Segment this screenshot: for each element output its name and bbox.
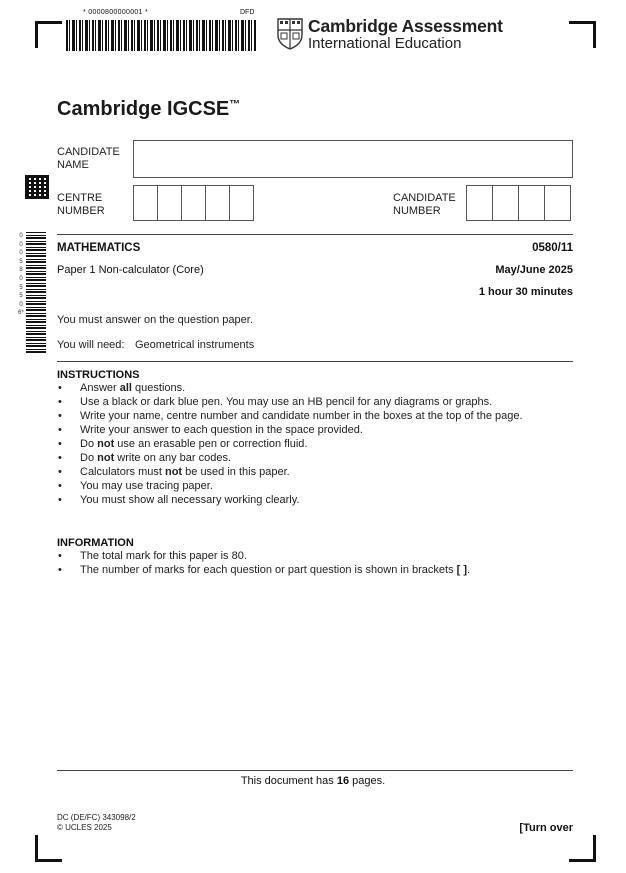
- list-item: [57, 437, 523, 451]
- item-text-end: use an erasable pen or correction fluid.: [114, 438, 308, 450]
- barcode-code: DFD: [240, 9, 255, 16]
- information-heading: INFORMATION: [57, 537, 134, 549]
- cambridge-shield-icon: [277, 18, 303, 50]
- instructions-section: [57, 369, 523, 507]
- centre-number-label-line1: CENTRE: [57, 192, 103, 204]
- copyright-text: © UCLES 2025: [57, 823, 112, 832]
- item-text: You may use tracing paper.: [80, 480, 213, 492]
- candidate-number-field[interactable]: [467, 185, 571, 221]
- title-text: Cambridge IGCSE: [57, 98, 230, 120]
- list-item: [57, 549, 470, 563]
- divider: [57, 770, 573, 771]
- divider: [57, 361, 573, 362]
- list-item: [57, 563, 470, 577]
- corner-mark-top-left: [35, 21, 62, 48]
- page-count-note: [0, 775, 626, 787]
- you-will-need-label: You will need:: [57, 339, 125, 351]
- information-list: [57, 549, 470, 577]
- list-item: [57, 409, 523, 423]
- instructions-list: [57, 381, 523, 507]
- item-emphasis: not: [97, 438, 115, 450]
- side-barcode-code: 0005805506*: [18, 233, 24, 317]
- centre-number-cell[interactable]: [157, 185, 182, 221]
- barcode-image: [66, 20, 256, 51]
- trademark-symbol: ™: [229, 98, 241, 111]
- candidate-number-cell[interactable]: [492, 185, 519, 221]
- document-code: [57, 813, 136, 833]
- candidate-number-cell[interactable]: [544, 185, 571, 221]
- item-text-end: be used in this paper.: [182, 466, 290, 478]
- barcode-number: * 0000800000001 *: [83, 9, 149, 16]
- candidate-name-label: [57, 146, 120, 172]
- list-item: [57, 423, 523, 437]
- item-text: The number of marks for each question or part question is shown in brackets: [80, 564, 457, 576]
- candidate-name-field[interactable]: [133, 140, 573, 178]
- candidate-number-cell[interactable]: [518, 185, 545, 221]
- candidate-number-label: [393, 192, 456, 218]
- syllabus-code: 0580/11: [532, 242, 573, 254]
- candidate-name-label-line2: NAME: [57, 159, 89, 171]
- page-title: [57, 98, 240, 121]
- centre-number-field[interactable]: [134, 185, 254, 221]
- candidate-number-label-line2: NUMBER: [393, 205, 441, 217]
- document-code-text: DC (DE/FC) 343098/2: [57, 813, 136, 822]
- centre-number-cell[interactable]: [229, 185, 254, 221]
- page-count-pre: This document has: [240, 775, 337, 787]
- answer-note: You must answer on the question paper.: [57, 314, 253, 326]
- item-text: Do: [80, 452, 98, 464]
- list-item: [57, 381, 523, 395]
- list-item: [57, 451, 523, 465]
- turn-over-note: [Turn over: [519, 822, 573, 834]
- item-text: Use a black or dark blue pen. You may use an HB pencil for any diagrams or graphs.: [80, 396, 493, 408]
- centre-number-label: [57, 192, 105, 218]
- list-item: [57, 479, 523, 493]
- corner-mark-top-right: [569, 21, 596, 48]
- exam-duration: 1 hour 30 minutes: [478, 286, 573, 298]
- corner-mark-bottom-right: [569, 835, 596, 862]
- item-text: You must show all necessary working clearly.: [80, 494, 300, 506]
- list-item: [57, 395, 523, 409]
- item-text: Calculators must: [80, 466, 165, 478]
- divider: [57, 234, 573, 235]
- item-emphasis: [ ]: [456, 564, 468, 576]
- candidate-number-cell[interactable]: [466, 185, 493, 221]
- corner-mark-bottom-left: [35, 835, 62, 862]
- subject-name: MATHEMATICS: [57, 242, 141, 254]
- list-item: [57, 493, 523, 507]
- item-emphasis: not: [97, 452, 115, 464]
- centre-number-cell[interactable]: [133, 185, 158, 221]
- instructions-heading: INSTRUCTIONS: [57, 369, 140, 381]
- centre-number-cell[interactable]: [205, 185, 230, 221]
- item-text: Do: [80, 438, 98, 450]
- centre-number-cell[interactable]: [181, 185, 206, 221]
- item-text-end: questions.: [131, 382, 186, 394]
- exam-session: May/June 2025: [495, 264, 573, 276]
- page-count-post: pages.: [349, 775, 386, 787]
- item-text: Answer: [80, 382, 120, 394]
- item-emphasis: all: [119, 382, 132, 394]
- item-text-end: write on any bar codes.: [114, 452, 232, 464]
- centre-number-label-line2: NUMBER: [57, 205, 105, 217]
- list-item: [57, 465, 523, 479]
- qr-code-image: [25, 175, 49, 199]
- item-text-end: .: [467, 564, 471, 576]
- paper-title: Paper 1 Non-calculator (Core): [57, 264, 204, 276]
- logo-line-1: Cambridge Assessment: [308, 16, 503, 36]
- you-will-need-value: Geometrical instruments: [135, 339, 255, 351]
- candidate-number-label-line1: CANDIDATE: [393, 192, 456, 204]
- information-section: [57, 537, 470, 577]
- logo-line-2: International Education: [308, 35, 462, 52]
- item-emphasis: not: [164, 466, 183, 478]
- side-barcode-image: [26, 232, 46, 353]
- item-text: Write your answer to each question in the space provided.: [80, 424, 363, 436]
- candidate-name-label-line1: CANDIDATE: [57, 146, 120, 158]
- page-count: 16: [336, 775, 350, 787]
- item-text: The total mark for this paper is 80.: [80, 550, 247, 562]
- item-text: Write your name, centre number and candidate number in the boxes at the top of the page.: [80, 410, 523, 422]
